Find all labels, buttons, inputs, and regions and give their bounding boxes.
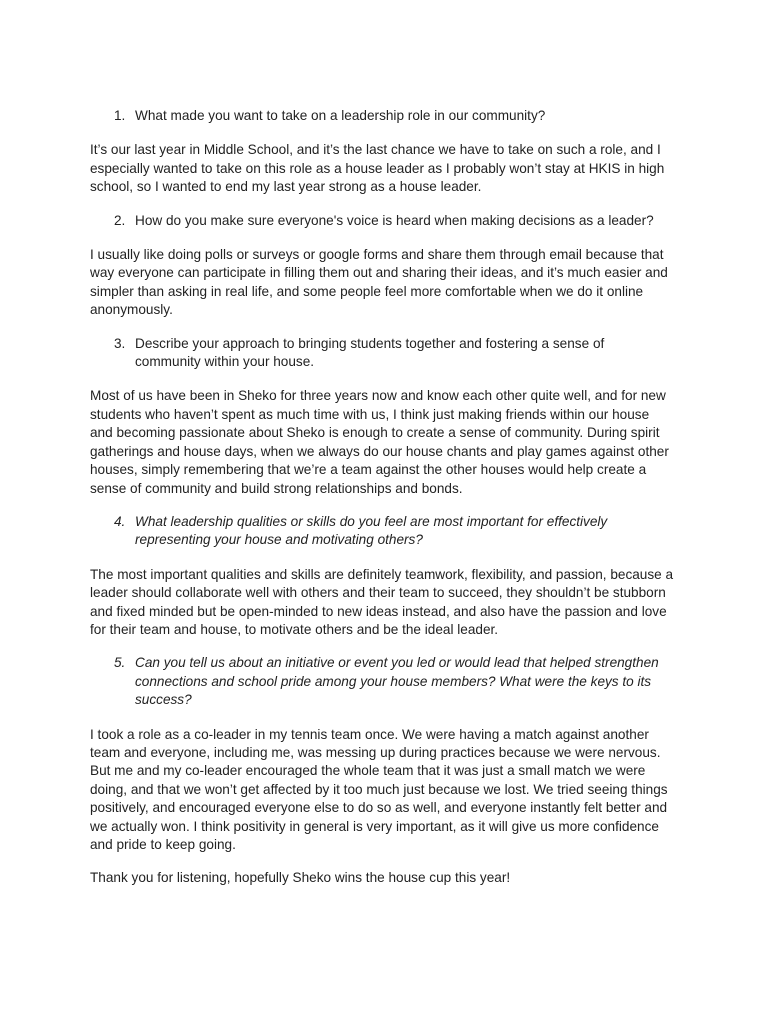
question-3 [90, 335, 630, 372]
answer-4: The most important qualities and skills are definitely teamwork, flexibility, and passion, because a leader should collaborate well with others and their team to succeed, they shouldn’t be stubborn and fixed minded but be open-minded to new ideas instead, and also have the passion and love for their team and house, to motivate others and be the ideal leader. [90, 566, 674, 637]
question-1 [90, 107, 690, 125]
question-5 [90, 654, 690, 709]
document-page [90, 107, 690, 888]
answer-1: It’s our last year in Middle School, and it’s the last chance we have to take on such a role, and I especially wanted to take on this role as a house leader as I probably won’t stay at HKIS in high school, so I wanted to end my last year strong as a house leader. [90, 142, 665, 195]
answer-2: I usually like doing polls or surveys or google forms and share them through email because that way everyone can participate in filling them out and sharing their ideas, and it’s much easier and simpler than asking in real life, and some people feel more comfortable when we do it online anonymously. [90, 247, 668, 318]
answer-5: I took a role as a co-leader in my tennis team once. We were having a match against another team and everyone, including me, was messing up during practices because we were nervous. But me and my co-leader encouraged the whole team that it was just a small match we were doing, and that we won’t get affected by it too much just because we lost. We tried seeing things positively, and encouraged everyone else to do so as well, and everyone instantly felt better and we actually won. I think positivity in general is very important, as it will give us more confidence and pride to keep going. [90, 726, 668, 852]
question-number: 4. [114, 513, 126, 529]
question-text: Describe your approach to bringing students together and fostering a sense of community within your house. [135, 335, 605, 370]
question-text: Can you tell us about an initiative or event you led or would lead that helped strengthen connections and school pride among your house members? What were the keys to its success? [135, 655, 659, 708]
question-number: 5. [114, 655, 126, 671]
closing-line: Thank you for listening, hopefully Sheko wins the house cup this year! [90, 870, 511, 886]
question-2 [90, 212, 690, 230]
question-4 [90, 513, 635, 550]
question-text: How do you make sure everyone's voice is heard when making decisions as a leader? [135, 212, 654, 228]
question-number: 1. [114, 108, 126, 123]
question-number: 2. [114, 212, 126, 228]
question-number: 3. [114, 335, 126, 351]
answer-3: Most of us have been in Sheko for three years now and know each other quite well, and for new students who haven’t spent as much time with us, I think just making friends within our house and becoming passionate about Sheko is enough to create a sense of community. During spirit gatherings and house days, when we always do our house chants and play games against other houses, simply remembering that we’re a team against the other houses would help create a sense of community and build strong relationships and bonds. [90, 388, 669, 496]
question-text: What made you want to take on a leadership role in our community? [135, 108, 546, 123]
question-text: What leadership qualities or skills do you feel are most important for effectively representing your house and motivating others? [135, 513, 608, 548]
